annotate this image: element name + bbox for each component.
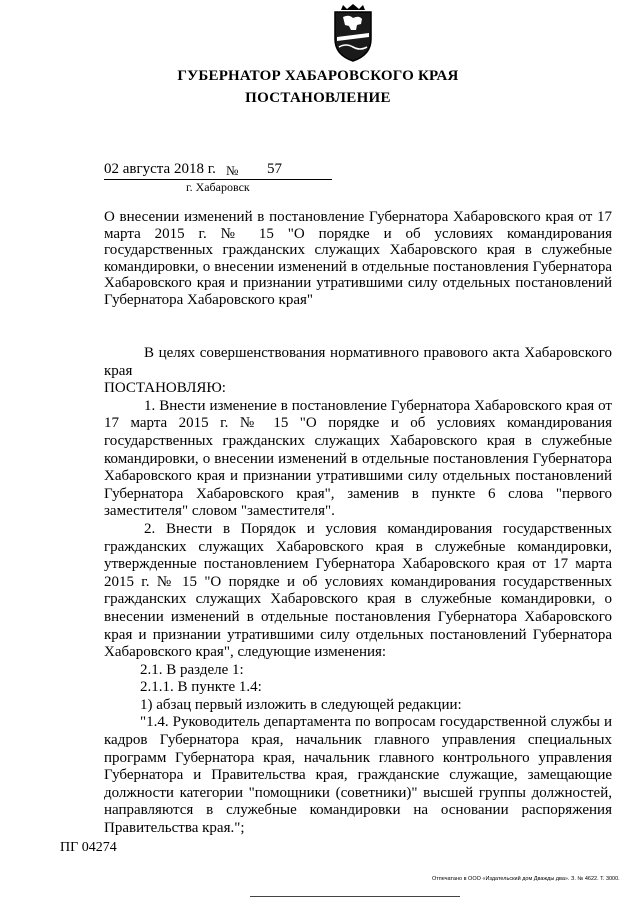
issuer-title: ГУБЕРНАТОР ХАБАРОВСКОГО КРАЯ	[177, 68, 459, 84]
document-city: г. Хабаровск	[186, 180, 250, 194]
decree-word: ПОСТАНОВЛЯЮ:	[104, 380, 226, 397]
printer-imprint: Отпечатано в ООО «Издательский дом Дважды два». З. № 4622. Т. 3000.	[432, 876, 620, 882]
paragraph-1: 1. Внести изменение в постановление Губернатора Хабаровского края от 17 марта 2015 г. № 15 "О порядке и об условиях командирования государственных гражданских служащих Хабаровского края в служебные командировки, о внесении изменений в отдельные постановления Губернатора Хабаровского края и признании утратившими силу отдельных постановлений Губернатора Хабаровского края", заменив в пункте 6 слова "первого заместителя" словом "заместителя".	[104, 397, 612, 520]
paragraph-2-1: 2.1. В разделе 1:	[140, 661, 244, 678]
coat-of-arms-emblem	[329, 3, 377, 63]
intro-paragraph: В целях совершенствования нормативного правового акта Хабаровского края	[104, 345, 612, 379]
quoted-paragraph: "1.4. Руководитель департамента по вопросам государственной службы и кадров Губернатора края, начальник главного управления специальных программ Губернатора края, начальник главного контрольного управления Губернатора и Правительства края, гражданские служащие, замещающие должности категории "помощники (советники)" высшей группы должностей, направляются в служебные командировки на основании распоряжения Правительства края.";	[104, 714, 612, 837]
number-sign: №	[226, 163, 239, 178]
document-type: ПОСТАНОВЛЕНИЕ	[245, 90, 391, 106]
paragraph-2-1-1-item-1: 1) абзац первый изложить в следующей редакции:	[140, 696, 462, 713]
document-subject: О внесении изменений в постановление Губернатора Хабаровского края от 17 марта 2015 г. № 15 "О порядке и об условиях командирования государственных гражданских служащих Хабаровского края в служебные командировки, о внесении изменений в отдельные постановления Губернатора Хабаровского края и признании утратившими силу отдельных постановлений Губернатора Хабаровского края"	[104, 209, 612, 308]
paragraph-2: 2. Внести в Порядок и условия командирования государственных гражданских служащих Хабаровского края в служебные командировки, утвержденные постановлением Губернатора Хабаровского края от 17 марта 2015 г. № 15 "О порядке и об условиях командирования государственных гражданских служащих Хабаровского края в служебные командировки, о внесении изменений в отдельные постановления Губернатора Хабаровского края и признании утратившими силу отдельных постановлений Губернатора Хабаровского края", следующие изменения:	[104, 520, 612, 661]
date-number-line	[104, 161, 332, 180]
bottom-rule	[250, 896, 460, 897]
form-code: ПГ 04274	[60, 840, 117, 855]
paragraph-2-1-1: 2.1.1. В пункте 1.4:	[140, 679, 262, 696]
document-body	[104, 345, 612, 838]
document-date: 02 августа 2018 г.	[104, 161, 216, 177]
document-number: 57	[267, 161, 282, 177]
